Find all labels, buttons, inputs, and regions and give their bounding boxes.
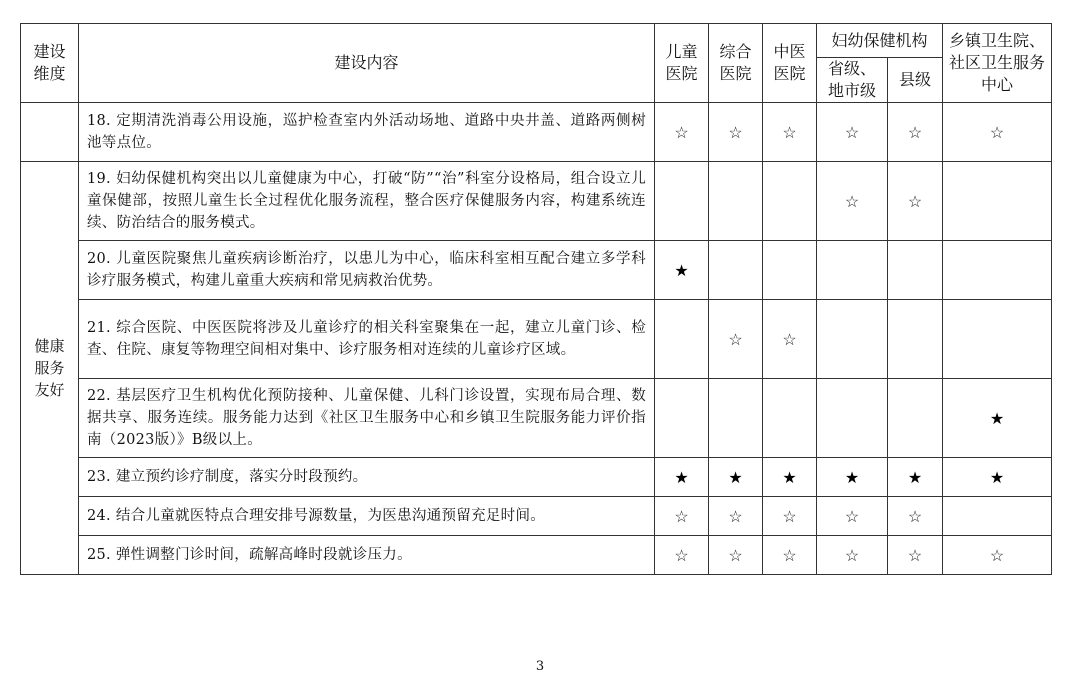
header-general-hospital: 综合医院 (709, 24, 763, 103)
header-tcm-hospital: 中医医院 (763, 24, 817, 103)
mark-general-hospital-outline-star-icon: ☆ (709, 103, 763, 162)
table-row (21, 162, 1052, 241)
content-cell: 25. 弹性调整门诊时间，疏解高峰时段就诊压力。 (79, 536, 655, 575)
mark-tcm-hospital-solid-star-icon: ★ (763, 458, 817, 497)
mark-mch-county (888, 241, 943, 300)
mark-children-hospital-solid-star-icon: ★ (655, 241, 709, 300)
mark-mch-county (888, 379, 943, 458)
content-cell: 19. 妇幼保健机构突出以儿童健康为中心，打破“防”“治”科室分设格局，组合设立儿童保健部，按照儿童生长全过程优化服务流程，整合医疗保健服务内容，构建系统连续、防治结合的服务模式。 (79, 162, 655, 241)
table-row (21, 536, 1052, 575)
mark-mch-provincial-outline-star-icon: ☆ (817, 497, 888, 536)
dimension-cell-blank (21, 103, 79, 162)
mark-mch-county-outline-star-icon: ☆ (888, 536, 943, 575)
content-cell: 20. 儿童医院聚焦儿童疾病诊断治疗，以患儿为中心，临床科室相互配合建立多学科诊疗服务模式，构建儿童重大疾病和常见病救治优势。 (79, 241, 655, 300)
content-cell: 22. 基层医疗卫生机构优化预防接种、儿童保健、儿科门诊设置，实现布局合理、数据共享、服务连续。服务能力达到《社区卫生服务中心和乡镇卫生院服务能力评价指南（2023版）》B级以上。 (79, 379, 655, 458)
table-row (21, 458, 1052, 497)
table-row (21, 379, 1052, 458)
mark-children-hospital-outline-star-icon: ☆ (655, 536, 709, 575)
mark-township-solid-star-icon: ★ (943, 379, 1052, 458)
mark-mch-provincial (817, 379, 888, 458)
content-cell: 21. 综合医院、中医医院将涉及儿童诊疗的相关科室聚集在一起，建立儿童门诊、检查、住院、康复等物理空间相对集中、诊疗服务相对连续的儿童诊疗区域。 (79, 300, 655, 379)
mark-general-hospital-outline-star-icon: ☆ (709, 300, 763, 379)
mark-children-hospital-solid-star-icon: ★ (655, 458, 709, 497)
mark-mch-provincial-outline-star-icon: ☆ (817, 162, 888, 241)
mark-children-hospital-outline-star-icon: ☆ (655, 497, 709, 536)
mark-tcm-hospital (763, 379, 817, 458)
section-label-text: 健康服务友好 (34, 337, 65, 399)
mark-mch-provincial-outline-star-icon: ☆ (817, 103, 888, 162)
mark-general-hospital-outline-star-icon: ☆ (709, 497, 763, 536)
mark-general-hospital (709, 241, 763, 300)
page-number: 3 (535, 659, 545, 674)
mark-children-hospital (655, 379, 709, 458)
mark-tcm-hospital-outline-star-icon: ☆ (763, 536, 817, 575)
header-mch-group: 妇幼保健机构 (817, 24, 943, 58)
mark-township-outline-star-icon: ☆ (943, 536, 1052, 575)
mark-children-hospital-outline-star-icon: ☆ (655, 103, 709, 162)
table-row (21, 497, 1052, 536)
mark-mch-provincial (817, 300, 888, 379)
mark-tcm-hospital-outline-star-icon: ☆ (763, 497, 817, 536)
mark-mch-county-outline-star-icon: ☆ (888, 103, 943, 162)
mark-mch-provincial (817, 241, 888, 300)
header-content: 建设内容 (79, 24, 655, 103)
requirements-table (20, 23, 1052, 575)
mark-township (943, 162, 1052, 241)
table-body (21, 103, 1052, 575)
mark-mch-county-outline-star-icon: ☆ (888, 497, 943, 536)
mark-general-hospital (709, 379, 763, 458)
table-row (21, 103, 1052, 162)
header-dimension: 建设维度 (21, 24, 79, 103)
mark-mch-provincial-outline-star-icon: ☆ (817, 536, 888, 575)
mark-mch-provincial-solid-star-icon: ★ (817, 458, 888, 497)
mark-tcm-hospital (763, 241, 817, 300)
mark-general-hospital-outline-star-icon: ☆ (709, 536, 763, 575)
mark-tcm-hospital (763, 162, 817, 241)
content-cell: 18. 定期清洗消毒公用设施，巡护检查室内外活动场地、道路中央井盖、道路两侧树池等点位。 (79, 103, 655, 162)
mark-tcm-hospital-outline-star-icon: ☆ (763, 103, 817, 162)
header-children-hospital: 儿童医院 (655, 24, 709, 103)
mark-tcm-hospital-outline-star-icon: ☆ (763, 300, 817, 379)
mark-township (943, 241, 1052, 300)
section-label (21, 162, 79, 575)
content-cell: 23. 建立预约诊疗制度，落实分时段预约。 (79, 458, 655, 497)
mark-mch-county (888, 300, 943, 379)
mark-general-hospital-solid-star-icon: ★ (709, 458, 763, 497)
table-row (21, 300, 1052, 379)
header-mch-county: 县级 (888, 58, 943, 103)
mark-township (943, 300, 1052, 379)
mark-general-hospital (709, 162, 763, 241)
mark-children-hospital (655, 162, 709, 241)
mark-children-hospital (655, 300, 709, 379)
header-mch-provincial: 省级、地市级 (817, 58, 888, 103)
mark-mch-county-solid-star-icon: ★ (888, 458, 943, 497)
table-row (21, 241, 1052, 300)
mark-township (943, 497, 1052, 536)
content-cell: 24. 结合儿童就医特点合理安排号源数量，为医患沟通预留充足时间。 (79, 497, 655, 536)
mark-mch-county-outline-star-icon: ☆ (888, 162, 943, 241)
header-township: 乡镇卫生院、社区卫生服务中心 (943, 24, 1052, 103)
mark-township-solid-star-icon: ★ (943, 458, 1052, 497)
mark-township-outline-star-icon: ☆ (943, 103, 1052, 162)
